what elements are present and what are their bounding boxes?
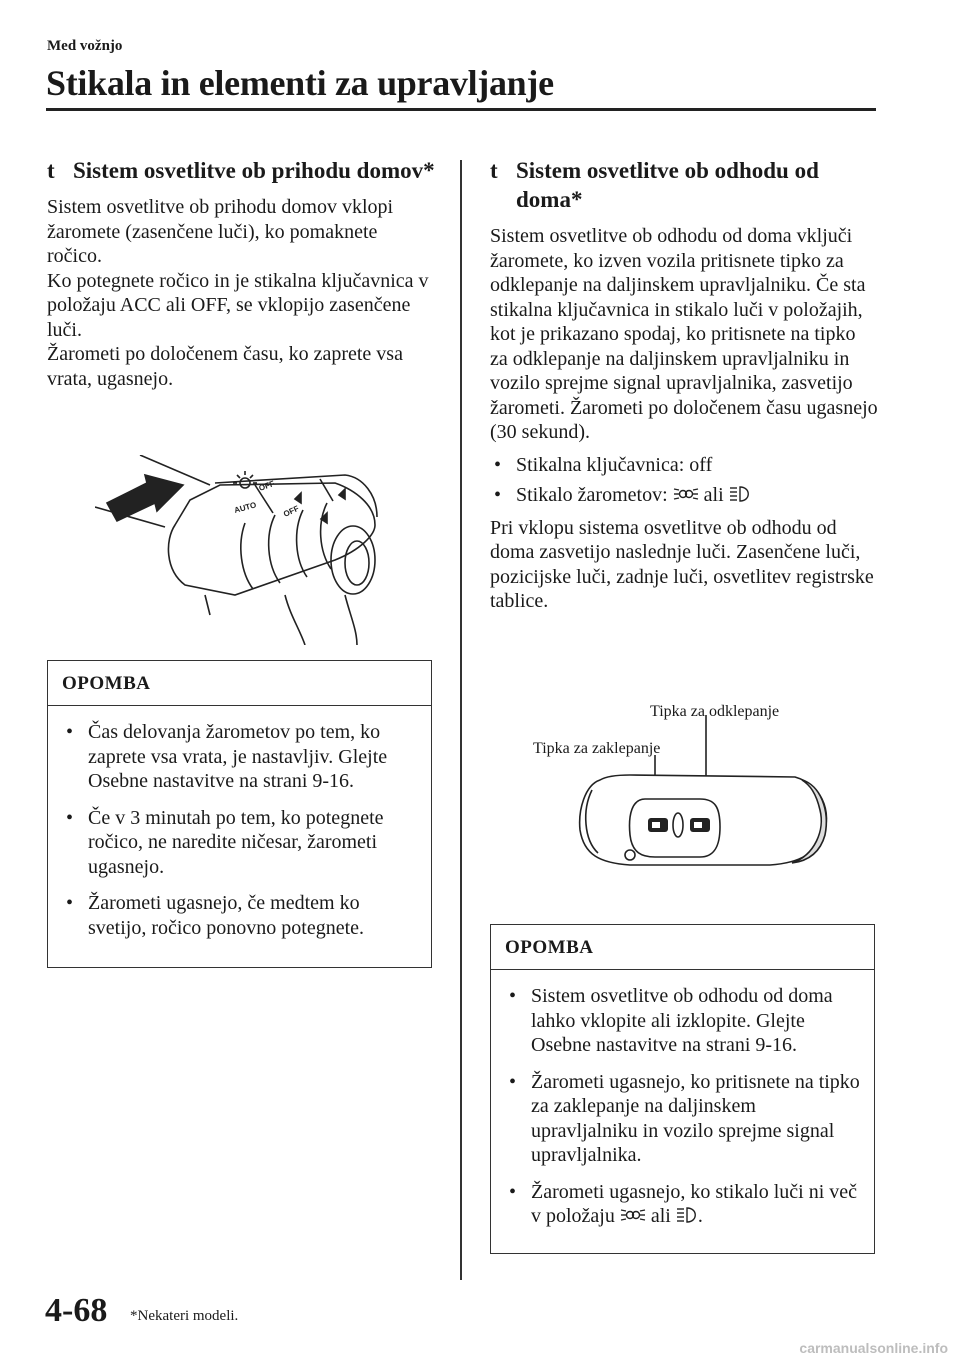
left-body (47, 195, 435, 391)
bullet-dot: • (509, 1180, 517, 1203)
right-paragraph-1: Sistem osvetlitve ob odhodu od doma vključi žaromete, ko izven vozila pritisnete tipko za odklepanje na daljinskem upravljalniku. Če sta stikalna ključavnica in stikalo luči v položajih, kot je prikazano spodaj, ko pritisnete na tipko za odklepanje na daljinskem upravljalniku in vozilo sprejme signal upravljalnika, zasvetijo žarometi. Žarometi po določenem času ugasnejo (30 sekund). (490, 225, 878, 443)
right-heading (490, 156, 878, 214)
left-paragraph-2: Ko potegnete ročico in je stikalna ključavnica v položaju ACC ali OFF, se vklopijo zasenčene luči. (47, 269, 429, 341)
bullet-dot: • (509, 1070, 517, 1093)
key-fob-illustration (570, 715, 840, 880)
right-body (490, 224, 878, 445)
left-paragraph-1: Sistem osvetlitve ob prihodu domov vklopi žaromete (zasenčene luči), ko pomaknete ročico. (47, 196, 394, 267)
list-item: • Stikalna ključavnica: off (494, 453, 713, 476)
left-note-title: OPOMBA (48, 661, 431, 706)
list-item: • Sistem osvetlitve ob odhodu od doma lahko vklopite ali izklopite. Glejte Osebne nastavitve na strani 9-16. (509, 985, 833, 1056)
heading-marker: t (490, 158, 498, 183)
right-note-list (491, 970, 874, 1251)
left-note-box (47, 660, 432, 968)
headlight-icon (729, 485, 751, 503)
heading-marker: t (47, 158, 55, 183)
parking-lights-icon (620, 1206, 646, 1224)
unlock-button-label: Tipka za odklepanje (650, 703, 780, 720)
right-paragraph-2: Pri vklopu sistema osvetlitve ob odhodu od doma zasvetijo naslednje luči. Zasenčene luči, pozicijske luči, zadnje luči, osvetlitev registrske tablice. (490, 516, 874, 612)
right-note-box (490, 924, 875, 1254)
bullet-dot: • (494, 484, 502, 506)
lever-off-label-1: OFF (257, 478, 276, 493)
bullet-dot: • (494, 453, 502, 476)
right-note-title: OPOMBA (491, 925, 874, 970)
bullet-dot: • (509, 985, 517, 1007)
left-paragraph-3: Žarometi po določenem času, ko zaprete vsa vrata, ugasnejo. (47, 343, 403, 390)
page-title: Stikala in elementi za upravljanje (46, 63, 554, 103)
list-item: • Žarometi ugasnejo, ko pritisnete na tipko za zaklepanje na daljinskem upravljalniku in vozilo sprejme signal upravljalnika. (509, 1070, 860, 1166)
lever-auto-label: AUTO (233, 500, 258, 515)
lever-off-label-2: OFF (282, 503, 301, 519)
bullet-dot: • (66, 721, 74, 743)
left-heading-text: Sistem osvetlitve ob prihodu domov* (73, 158, 435, 183)
list-item: • Čas delovanja žarometov po tem, ko zaprete vsa vrata, je nastavljiv. Glejte Osebne nastavitve na strani 9-16. (66, 721, 388, 792)
right-bullets (490, 453, 878, 508)
watermark: carmanualsonline.info (799, 1340, 948, 1356)
list-item: • Stikalo žarometov: ali (490, 483, 878, 508)
footnote: *Nekateri modeli. (130, 1308, 239, 1324)
bullet-dot: • (66, 892, 74, 914)
bullet-dot: • (66, 806, 74, 829)
list-item: • Žarometi ugasnejo, če medtem ko svetijo, ročico ponovno potegnete. (66, 892, 365, 939)
list-item: • Žarometi ugasnejo, ko stikalo luči ni več v položaju ali . (509, 1180, 858, 1227)
list-item: • Če v 3 minutah po tem, ko potegnete ročico, ne naredite ničesar, žarometi ugasnejo. (66, 806, 384, 878)
headlight-icon (676, 1206, 698, 1224)
right-column (490, 156, 878, 614)
title-rule (46, 108, 876, 111)
parking-lights-icon (673, 485, 699, 503)
headlight-lever-illustration (95, 455, 395, 645)
left-note-list (48, 706, 431, 962)
left-column (47, 156, 435, 391)
section-label: Med vožnjo (47, 38, 123, 54)
lock-button-label: Tipka za zaklepanje (533, 740, 661, 757)
page-number: 4-68 (45, 1292, 108, 1329)
column-divider (460, 160, 462, 1280)
right-heading-text: Sistem osvetlitve ob odhodu od doma* (516, 158, 819, 212)
left-heading (47, 156, 435, 185)
